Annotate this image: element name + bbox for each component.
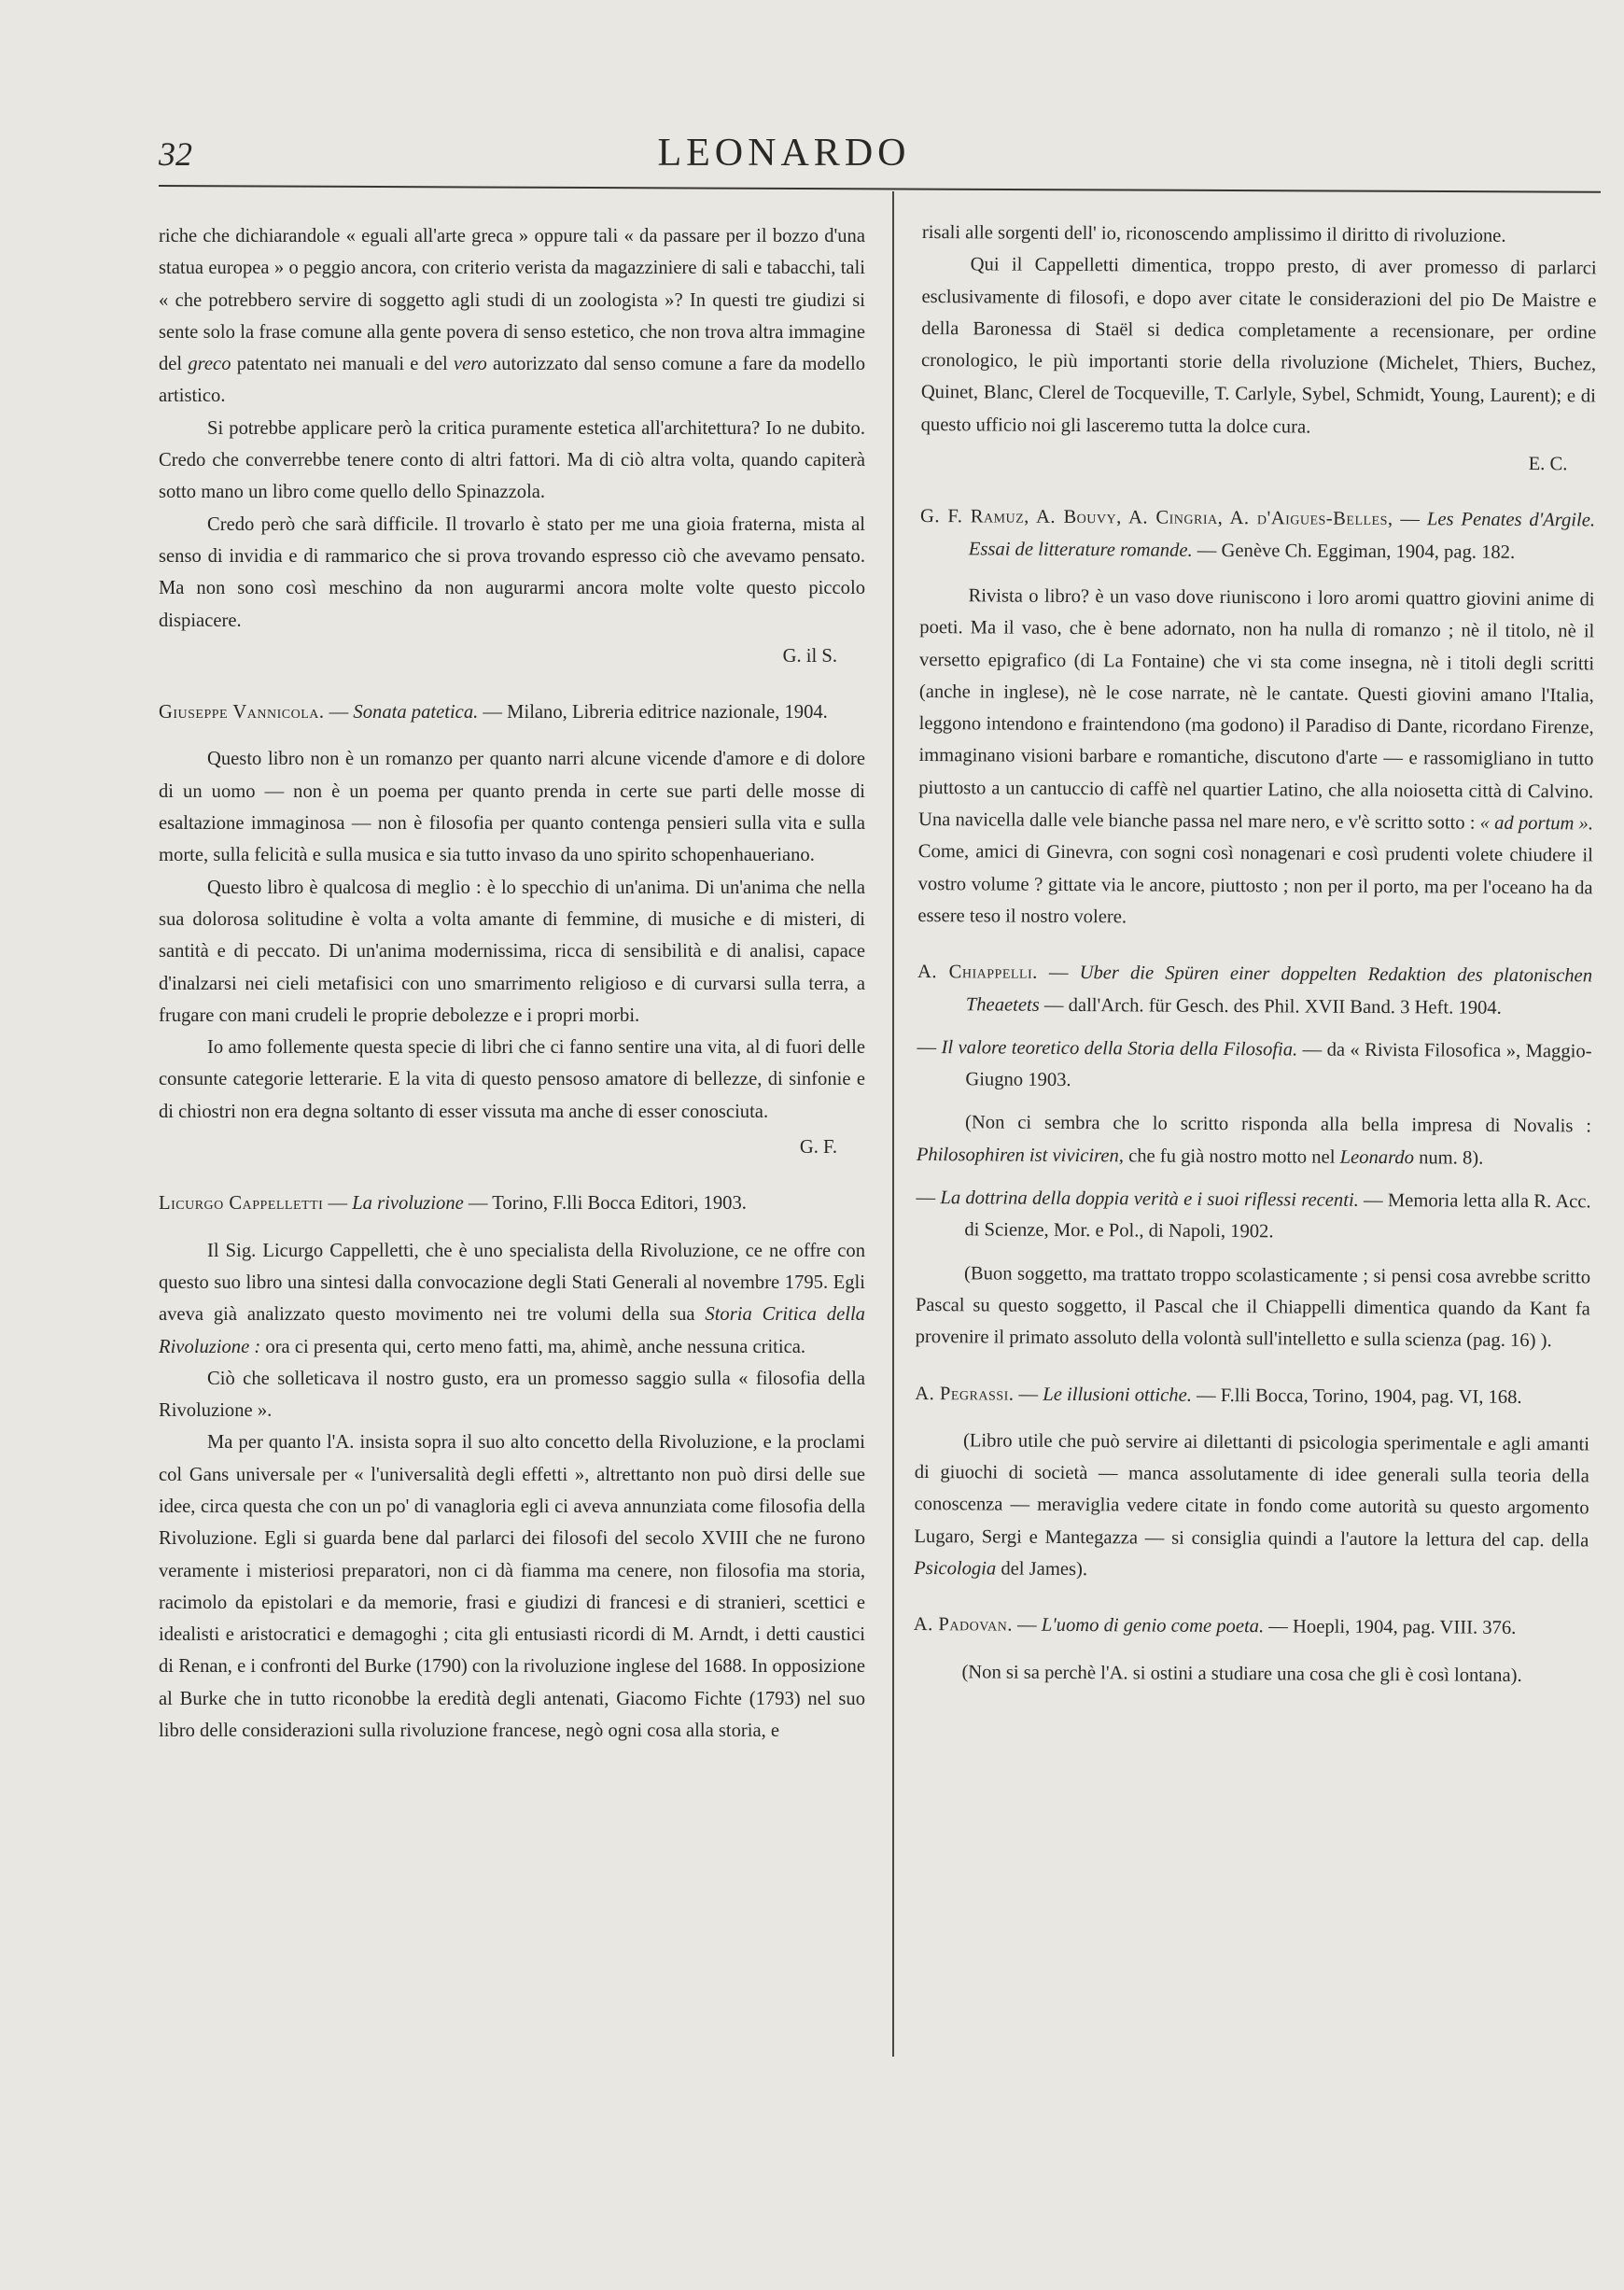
paragraph: Questo libro è qualcosa di meglio : è lo specchio di un'anima. Di un'anima che nella sua dolorosa solitudine è volta a volta amante di femmine, di musiche e di misteri, di santità e di peccato. Di un'anima modernissima, ricca di sensibilità e di analisi, capace d'inalzarsi nei cieli metafisici con uno smarrimento religioso e di curvarsi sulla terra, a frugare con mani crudeli le proprie debolezze e i propri morbi. (159, 877, 865, 1026)
paragraph: (Libro utile che può servire ai dilettanti di psicologia sperimentale e agli amanti di giuochi di società — manca assolutamente di idee generali sulla teoria della conoscenza — meraviglia vedere citate in fondo come autorità su questo argomento Lugaro, Sergi e Mantegazza — si consiglia quindi a l'autore la lettura del cap. della Psicologia del James). (914, 1430, 1590, 1581)
paragraph: Questo libro non è un romanzo per quanto narri alcune vicende d'amore e di dolore di un uomo — non è un poema per quanto prenda in certe sue parti delle mosse di esaltazione immaginosa — non è filosofia per quanto contenga pensieri sulla vita e sulla morte, sulla felicità e sulla musica e sia tutto invaso da uno spirito schopenhaueriano. (159, 749, 865, 866)
paragraph: Credo però che sarà difficile. Il trovarlo è stato per me una gioia fraterna, mista al senso di invidia e di rammarico che si prova trovando espresso ciò che avevamo pensato. Ma non sono così meschino da non augurarmi ancora molte volte questo piccolo dispiacere. (159, 513, 865, 631)
paragraph: (Buon soggetto, ma trattato troppo scolasticamente ; si pensi cosa avrebbe scritto Pascal su questo soggetto, il Pascal che il Chiappelli dimentica quando da Kant fa provenire il primato assoluto della volontà sull'intelletto e sulla scienza (pag. 16) ). (915, 1262, 1591, 1352)
paragraph: riche che dichiarandole « eguali all'arte greca » oppure tali « da passare per il bozzo d'una statua europea » o peggio ancora, con criterio verista da magazziniere di sali e tabacchi, tali « che potrebbero servire di soggetto agli studi di un zoologista »? In questi tre giudizi si sente solo la frase comune alla gente povera di senso estetico, che non trova altra immagine del greco patentato nei manuali e del vero autorizzato dal senso comune a fare da modello artistico. (159, 226, 865, 407)
paragraph: Si potrebbe applicare però la critica puramente estetica all'architettura? Io ne dubito. Credo che converrebbe tenere conto di altri fattori. Ma di ciò altra volta, quando capiterà sotto mano un libro come quello dello Spinazzola. (159, 417, 865, 503)
column-divider (892, 191, 894, 2057)
left-column (159, 220, 865, 1747)
paragraph: Io amo follemente questa specie di libri che ci fanno sentire una vita, al di fuori delle consunte categorie letterarie. E la vita di questo pensoso amatore di bellezze, di sinfonie e di chiostri non era degna soltanto di esser vissuta ma anche di esser conosciuta. (159, 1037, 865, 1122)
review-heading: Giuseppe Vannicola. — Sonata patetica. — Milano, Libreria editrice nazionale, 1904. (159, 702, 828, 724)
review-heading: A. Padovan. — L'uomo di genio come poeta. — Hoepli, 1904, pag. VIII. 376. (913, 1614, 1517, 1639)
review-heading: Licurgo Cappelletti — La rivoluzione — Torino, F.lli Bocca Editori, 1903. (159, 1193, 747, 1215)
signature: G. F. (799, 1137, 837, 1159)
paragraph: Qui il Cappelletti dimentica, troppo presto, di aver promesso di parlarci esclusivamente di filosofi, e dopo aver citate le considerazioni del pio De Maistre e della Baronessa di Staël si dedica completamente a recensionare, per ordine cronologico, le più importanti storie della rivoluzione (Michelet, Thiers, Buchez, Quinet, Blanc, Clerel de Tocqueville, T. Carlyle, Sybel, Schmidt, Young, Laurent); e di questo ufficio noi gli lasceremo tutta la dolce cura. (920, 254, 1597, 438)
review-heading: G. F. Ramuz, A. Bouvy, A. Cingria, A. d'Aigues-Belles, — Les Penates d'Argile. Essai de litterature romande. — Genève Ch. Eggiman, 1904, pag. 182. (919, 506, 1596, 563)
signature: E. C. (1528, 454, 1568, 475)
running-title: LEONARDO (657, 132, 911, 175)
right-column (913, 217, 1597, 1692)
review-subheading: — Il valore teoretico della Storia della Filosofia. — da « Rivista Filosofica », Maggio-Giugno 1903. (917, 1036, 1592, 1091)
page-header (159, 131, 1596, 187)
signature: G. il S. (782, 645, 837, 667)
review-heading: A. Chiappelli. — Uber die Spüren einer doppelten Redaktion des platonischen Theaetets — dall'Arch. für Gesch. des Phil. XVII Band. 3 Heft. 1904. (917, 962, 1593, 1019)
review-heading: A. Pegrassi. — Le illusioni ottiche. — F.lli Bocca, Torino, 1904, pag. VI, 168. (915, 1383, 1522, 1408)
paragraph: (Non ci sembra che lo scritto risponda alla bella impresa di Novalis : Philosophiren ist viviciren, che fu già nostro motto nel Leonardo num. 8). (916, 1112, 1592, 1169)
paragraph: Ma per quanto l'A. insista sopra il suo alto concetto della Rivoluzione, e la proclami col Gans universale per « l'universalità degli effetti », altrettanto non può dirsi delle sue idee, circa questa che con un po' di vanagloria egli ci aveva annunziata come filosofia della Rivoluzione. Egli si guarda bene dal parlarci dei filosofi del secolo XVIII che ne furono veramente i misteriosi preparatori, non ci dà fiamma ma cenere, non filosofia ma storia, racimolo da epistolari e da memorie, frasi e giudizi di francesi e di stranieri, scettici e idealisti e aristocratici e demagoghi ; cita gli entusiasti ricordi di M. Arndt, i detti caustici di Renan, e i confronti del Burke (1790) con la rivoluzione inglese del 1688. In opposizione al Burke che in tutto riconobbe la eredità degli antenati, Giacomo Fichte (1793) nel suo libro delle considerazioni sulla rivoluzione francese, negò ogni cosa alla storia, e (159, 1432, 865, 1742)
paragraph: Rivista o libro? è un vaso dove riuniscono i loro aromi quattro giovini anime di poeti. Ma il vaso, che è bene adornato, non ha nulla di romanzo ; nè il titolo, nè il versetto epigrafico (di La Fontaine) che vi sta come insegna, nè i titoli degli scritti (anche in inglese), nè le cose narrate, nè le cantate. Questi giovini amano l'Italia, leggono intendono e fraintendono (ma godono) il Paradiso di Dante, ricordano Firenze, immaginano visioni barbare e romantiche, discutono d'arte — e rassomigliano in tutto piuttosto a un cantuccio di caffè nel quartier Latino, che alla noiosetta città di Calvino. Una navicella dalle vele bianche passa nel mare nero, e v'è scritto sotto : « ad portum ». Come, amici di Ginevra, con sogni così nonagenari e così prudenti volete chiudere il vostro volume ? gittate via le ancore, piuttosto ; non per il porto, ma per l'oceano ha da essere teso il nostro volere. (917, 585, 1595, 928)
paragraph: risali alle sorgenti dell' io, riconoscendo amplissimo il diritto di rivoluzione. (921, 221, 1506, 246)
paragraph: Ciò che solleticava il nostro gusto, era un promesso saggio sulla « filosofia della Rivoluzione ». (159, 1368, 865, 1422)
review-subheading: — La dottrina della doppia verità e i suoi riflessi recenti. — Memoria letta alla R. Acc. di Scienze, Mor. e Pol., di Napoli, 1902. (916, 1187, 1591, 1243)
paragraph: (Non si sa perchè l'A. si ostini a studiare una cosa che gli è così lontana). (961, 1661, 1522, 1686)
paragraph: Il Sig. Licurgo Cappelletti, che è uno specialista della Rivoluzione, ce ne offre con questo suo libro una sintesi dalla convocazione degli Stati Generali al novembre 1795. Egli aveva già analizzato questo movimento nei tre volumi della sua Storia Critica della Rivoluzione : ora ci presenta qui, certo meno fatti, ma, ahimè, anche nessuna critica. (159, 1240, 865, 1357)
page-number: 32 (159, 135, 192, 173)
